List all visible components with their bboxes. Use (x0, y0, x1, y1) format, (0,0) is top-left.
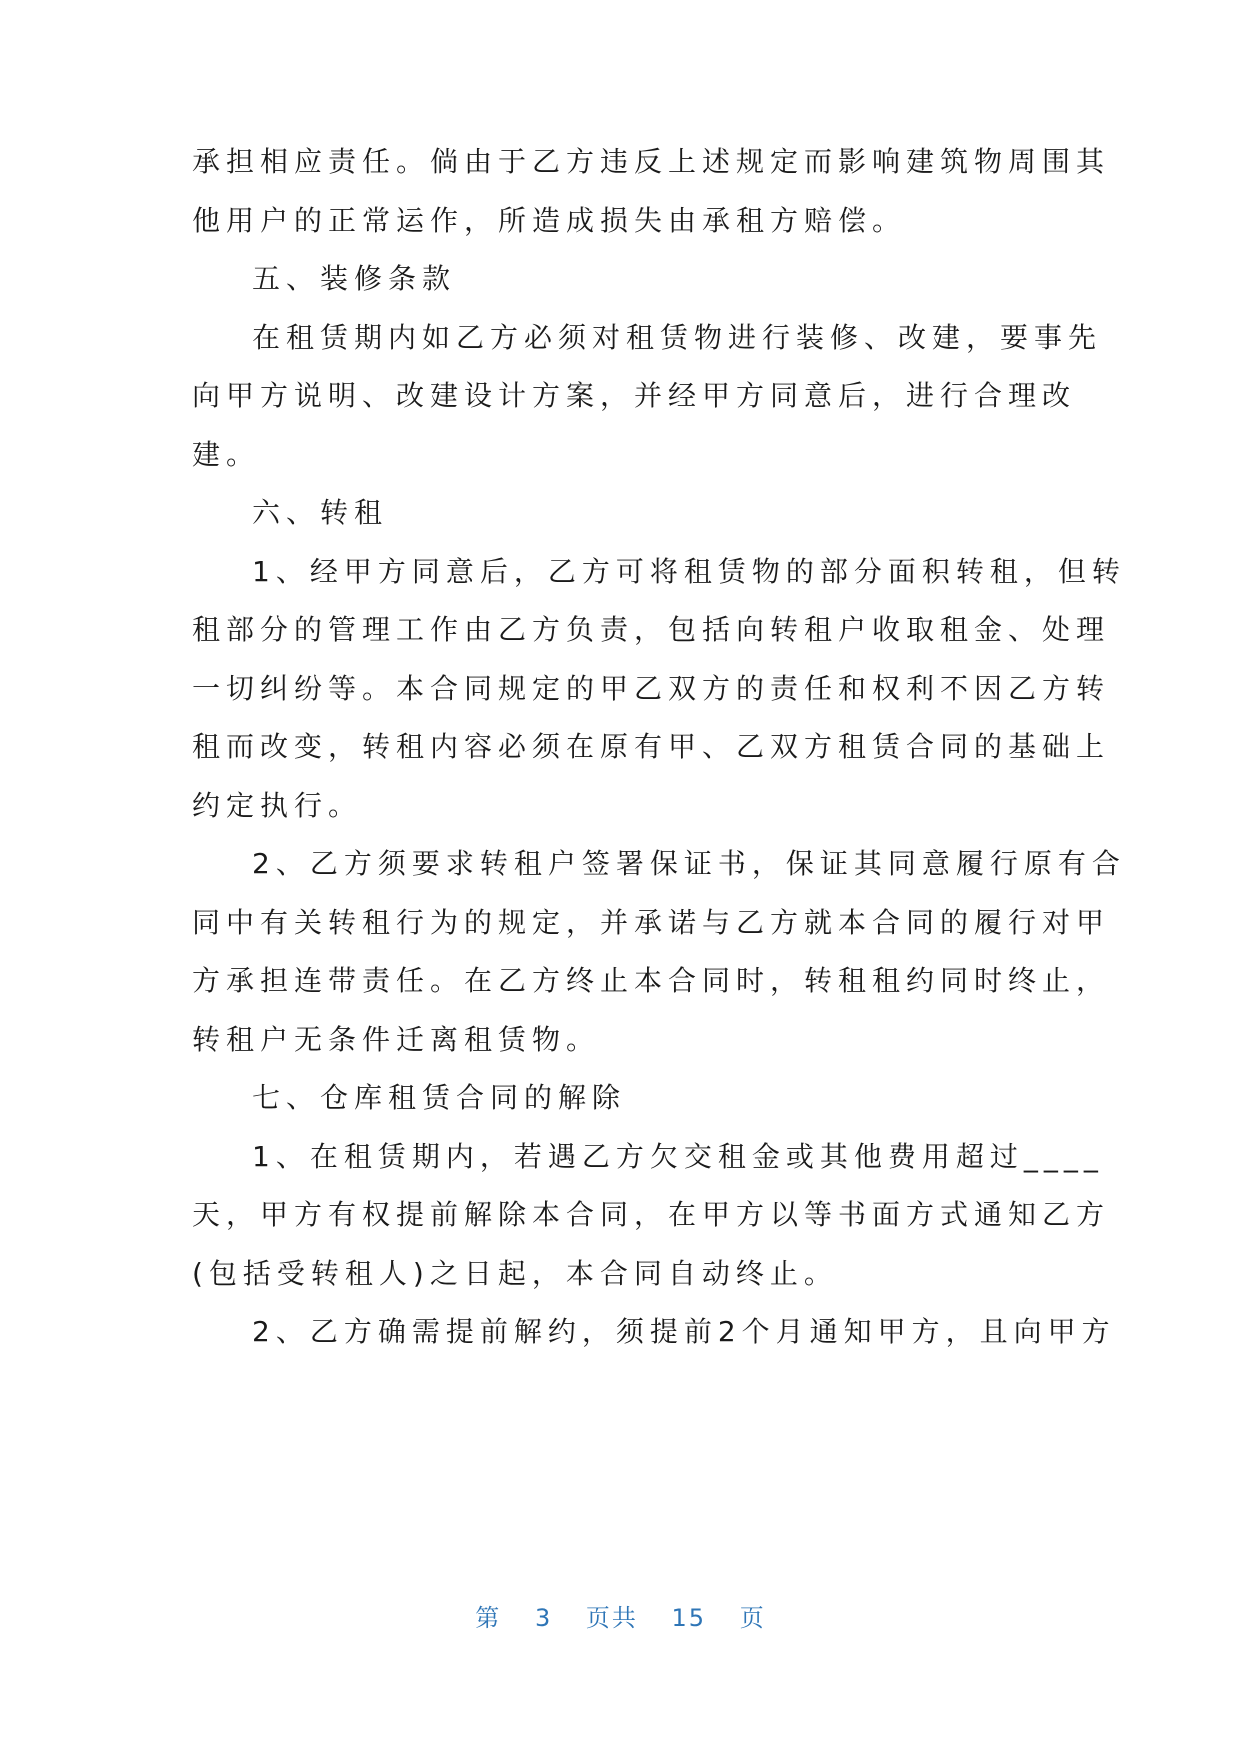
text-line: 租而改变，转租内容必须在原有甲、乙双方租赁合同的基础上 (192, 730, 1111, 763)
text-line: 在租赁期内如乙方必须对租赁物进行装修、改建，要事先 (252, 321, 1103, 354)
text-line: 一切纠纷等。本合同规定的甲乙双方的责任和权利不因乙方转 (192, 672, 1111, 705)
text-line: 租部分的管理工作由乙方负责，包括向转租户收取租金、处理 (192, 613, 1111, 646)
footer-prefix: 第 (475, 1604, 502, 1632)
text-line: 他用户的正常运作，所造成损失由承租方赔偿。 (192, 204, 907, 237)
text-line: 天，甲方有权提前解除本合同，在甲方以等书面方式通知乙方 (192, 1198, 1111, 1231)
text-line: 建。 (192, 438, 261, 471)
section-heading: 六、转租 (252, 496, 389, 529)
section-heading: 五、装修条款 (252, 262, 457, 295)
footer-middle: 页共 (585, 1604, 638, 1632)
section-heading: 七、仓库租赁合同的解除 (252, 1081, 627, 1114)
text-line: (包括受转租人)之日起，本合同自动终止。 (192, 1257, 838, 1290)
text-line: 向甲方说明、改建设计方案，并经甲方同意后，进行合理改 (192, 379, 1077, 412)
text-line: 承担相应责任。倘由于乙方违反上述规定而影响建筑物周围其 (192, 145, 1111, 178)
page-footer (0, 1598, 1241, 1633)
text-line: 2、乙方须要求转租户签署保证书，保证其同意履行原有合 (252, 847, 1126, 880)
text-line: 方承担连带责任。在乙方终止本合同时，转租租约同时终止， (192, 964, 1111, 997)
current-page-number: 3 (534, 1604, 553, 1632)
text-line: 2、乙方确需提前解约，须提前2个月通知甲方，且向甲方 (252, 1315, 1116, 1348)
text-line: 约定执行。 (192, 789, 363, 822)
text-line: 1、在租赁期内，若遇乙方欠交租金或其他费用超过____ (252, 1140, 1104, 1173)
text-line: 1、经甲方同意后，乙方可将租赁物的部分面积转租，但转 (252, 555, 1126, 588)
total-pages-number: 15 (671, 1604, 707, 1632)
text-line: 转租户无条件迁离租赁物。 (192, 1023, 601, 1056)
footer-suffix: 页 (739, 1604, 766, 1632)
text-line: 同中有关转租行为的规定，并承诺与乙方就本合同的履行对甲 (192, 906, 1111, 939)
